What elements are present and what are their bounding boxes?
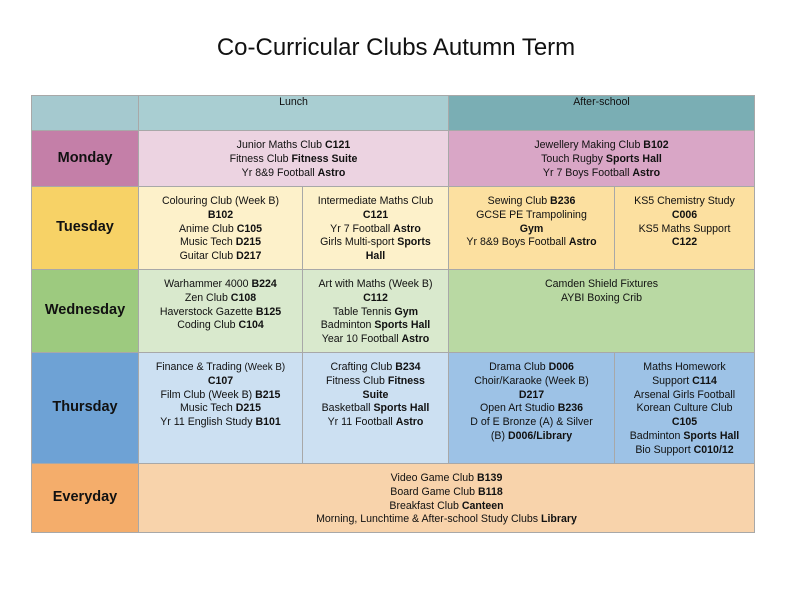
thursday-after-school-cell-2 xyxy=(615,353,755,464)
club-location: Suite xyxy=(362,388,389,401)
club-line xyxy=(615,416,754,430)
club-location: B224 xyxy=(251,278,277,290)
club-location: C122 xyxy=(671,236,698,249)
thursday-after-school-cell-1 xyxy=(449,353,615,464)
club-location: B234 xyxy=(395,361,421,373)
club-name: Support xyxy=(652,374,693,387)
page-title: Co-Curricular Clubs Autumn Term xyxy=(216,34,576,61)
club-location: B102 xyxy=(643,139,669,151)
club-location: B139 xyxy=(477,472,503,484)
club-name: Yr 11 Football xyxy=(327,416,396,429)
club-name: Haverstock Gazette xyxy=(159,305,256,318)
club-location: D006 xyxy=(548,361,574,373)
club-line xyxy=(303,306,448,320)
club-line xyxy=(615,209,754,223)
club-line xyxy=(139,209,302,223)
club-location: Canteen xyxy=(461,499,504,512)
club-line xyxy=(615,402,754,416)
tuesday-after-school-cell-1 xyxy=(449,187,615,270)
club-line xyxy=(615,361,754,375)
club-line xyxy=(449,139,754,153)
club-line xyxy=(139,292,302,306)
club-name: Film Club (Week B) xyxy=(160,388,256,401)
club-line xyxy=(303,250,448,264)
thursday-lunch-cell-1 xyxy=(139,353,303,464)
club-name: Guitar Club xyxy=(179,250,237,263)
header-blank-cell xyxy=(32,96,139,131)
club-location: Astro xyxy=(568,236,597,249)
club-line xyxy=(139,402,302,416)
thursday-lunch-cell-2 xyxy=(303,353,449,464)
club-line xyxy=(615,195,754,209)
club-name: AYBI Boxing Crib xyxy=(560,291,643,304)
club-line xyxy=(139,416,302,430)
club-location: Astro xyxy=(632,166,661,179)
header-lunch: Lunch xyxy=(139,96,449,131)
club-location: C112 xyxy=(363,291,388,304)
club-line xyxy=(449,209,614,223)
club-name: (B) xyxy=(490,429,508,442)
club-name: Bio Support xyxy=(635,443,694,456)
club-location: Sports Hall xyxy=(605,152,662,165)
club-location: D215 xyxy=(235,402,262,415)
club-location: Astro xyxy=(393,222,421,235)
club-location: C006 xyxy=(671,208,698,221)
club-name: Breakfast Club xyxy=(389,499,462,512)
club-name: Arsenal Girls Football xyxy=(633,388,736,401)
club-location: C010/12 xyxy=(693,443,734,456)
club-location: C104 xyxy=(238,319,264,332)
club-name: Fitness Club xyxy=(229,152,292,165)
club-location: B101 xyxy=(255,416,281,429)
club-name: Intermediate Maths Club xyxy=(317,195,434,207)
club-location: D217 xyxy=(236,250,262,263)
club-name: Morning, Lunchtime & After-school Study Clubs xyxy=(316,513,541,526)
club-name: Music Tech xyxy=(179,236,236,249)
club-line xyxy=(303,389,448,403)
club-location: C121 xyxy=(362,208,389,221)
club-line xyxy=(303,209,448,223)
club-name: Yr 8&9 Football xyxy=(241,166,318,179)
club-line xyxy=(449,361,614,375)
club-line xyxy=(139,375,302,389)
club-line xyxy=(303,236,448,250)
club-line xyxy=(139,223,302,237)
club-location: D217 xyxy=(518,388,545,401)
club-name: Basketball xyxy=(321,402,374,415)
club-location: Sports xyxy=(397,236,431,249)
club-location: B236 xyxy=(557,402,584,415)
club-location: C105 xyxy=(236,222,263,235)
monday-lunch-cell xyxy=(139,131,449,187)
club-name: Table Tennis xyxy=(332,305,395,318)
club-name: Touch Rugby xyxy=(541,152,606,165)
club-name: Zen Club xyxy=(184,291,231,304)
club-line xyxy=(615,430,754,444)
club-line xyxy=(449,416,614,430)
club-line xyxy=(139,306,302,320)
club-line xyxy=(303,375,448,389)
club-name: Warhammer 4000 xyxy=(164,278,252,290)
club-location: C107 xyxy=(207,374,234,387)
club-location: D006/Library xyxy=(507,429,573,442)
club-line xyxy=(615,223,754,237)
club-location: C121 xyxy=(325,139,351,151)
club-location: Astro xyxy=(401,333,430,346)
club-name: Coding Club xyxy=(177,319,239,332)
club-line xyxy=(303,223,448,237)
club-name: Finance & Trading xyxy=(155,361,242,373)
club-name: GCSE PE Trampolining xyxy=(476,208,587,221)
club-line xyxy=(449,153,754,167)
day-everyday: Everyday xyxy=(32,464,139,533)
club-line xyxy=(139,250,302,264)
club-name: Year 10 Football xyxy=(321,333,402,346)
club-location: Astro xyxy=(317,166,346,179)
club-line xyxy=(449,195,614,209)
club-name: Yr 11 English Study xyxy=(160,416,256,429)
club-location: B215 xyxy=(255,388,281,401)
club-name: Junior Maths Club xyxy=(236,139,325,151)
club-location: C114 xyxy=(692,374,717,387)
club-line xyxy=(303,361,448,375)
club-location: Gym xyxy=(519,222,544,235)
club-line xyxy=(303,333,448,347)
club-line xyxy=(139,500,754,514)
club-location: Astro xyxy=(395,416,424,429)
club-location: Hall xyxy=(365,250,386,263)
club-name: Drama Club xyxy=(489,361,549,373)
club-name: Music Tech xyxy=(179,402,236,415)
club-line xyxy=(139,236,302,250)
header-after-school: After-school xyxy=(449,96,755,131)
club-location: B118 xyxy=(478,485,503,498)
club-name: Video Game Club xyxy=(390,472,478,484)
club-line xyxy=(139,486,754,500)
club-name: KS5 Chemistry Study xyxy=(634,195,735,207)
day-tuesday: Tuesday xyxy=(32,187,139,270)
clubs-timetable xyxy=(31,95,755,533)
day-thursday: Thursday xyxy=(32,353,139,464)
tuesday-lunch-cell-1 xyxy=(139,187,303,270)
club-line xyxy=(139,153,448,167)
club-line xyxy=(449,167,754,181)
wednesday-after-school-cell xyxy=(449,270,755,353)
day-monday: Monday xyxy=(32,131,139,187)
club-name: Choir/Karaoke (Week B) xyxy=(474,374,589,387)
club-line xyxy=(449,375,614,389)
club-line xyxy=(139,139,448,153)
club-location: D215 xyxy=(235,236,262,249)
club-line xyxy=(139,389,302,403)
club-line xyxy=(303,319,448,333)
club-name: Girls Multi-sport xyxy=(320,236,398,249)
club-line xyxy=(139,513,754,527)
club-line xyxy=(139,278,302,292)
club-line xyxy=(449,430,614,444)
club-name: Camden Shield Fixtures xyxy=(544,278,659,290)
club-name: KS5 Maths Support xyxy=(638,222,731,235)
club-line xyxy=(303,278,448,292)
club-location: Library xyxy=(541,513,577,526)
club-name: Yr 7 Football xyxy=(330,222,394,235)
club-line xyxy=(139,167,448,181)
club-location: Gym xyxy=(394,305,419,318)
club-line xyxy=(139,472,754,486)
everyday-cell xyxy=(139,464,755,533)
club-line xyxy=(449,278,754,292)
club-line xyxy=(139,195,302,209)
club-line xyxy=(615,375,754,389)
club-line xyxy=(615,236,754,250)
club-name: Art with Maths (Week B) xyxy=(318,278,433,290)
club-line xyxy=(303,416,448,430)
tuesday-after-school-cell-2 xyxy=(615,187,755,270)
club-name: Jewellery Making Club xyxy=(534,139,644,151)
club-location: B125 xyxy=(255,305,282,318)
club-name: Anime Club xyxy=(178,222,237,235)
club-line xyxy=(449,223,614,237)
club-location: Fitness xyxy=(387,374,425,387)
club-line xyxy=(449,389,614,403)
club-location: Sports Hall xyxy=(373,402,430,415)
club-location: Fitness Suite xyxy=(291,152,358,165)
club-name: Maths Homework xyxy=(643,361,726,373)
club-name: Fitness Club xyxy=(326,374,388,387)
club-name: Sewing Club xyxy=(487,195,551,207)
club-line xyxy=(139,319,302,333)
club-line xyxy=(615,444,754,458)
club-name: Board Game Club xyxy=(390,485,478,498)
club-name: Badminton xyxy=(629,429,684,442)
club-location: B102 xyxy=(207,208,234,221)
club-name: Colouring Club (Week B) xyxy=(162,195,279,207)
monday-after-school-cell xyxy=(449,131,755,187)
club-name: Badminton xyxy=(320,319,375,332)
club-line xyxy=(449,236,614,250)
club-line xyxy=(449,292,754,306)
club-location: C108 xyxy=(230,291,257,304)
wednesday-lunch-cell-1 xyxy=(139,270,303,353)
club-line xyxy=(303,195,448,209)
club-name: Open Art Studio xyxy=(479,402,558,415)
club-name-note: (Week B) xyxy=(241,362,286,373)
club-location: Sports Hall xyxy=(374,319,431,332)
club-line xyxy=(303,292,448,306)
tuesday-lunch-cell-2 xyxy=(303,187,449,270)
club-name: D of E Bronze (A) & Silver xyxy=(470,416,593,429)
day-wednesday: Wednesday xyxy=(32,270,139,353)
club-name: Korean Culture Club xyxy=(636,402,733,415)
club-line xyxy=(303,402,448,416)
club-name: Yr 8&9 Boys Football xyxy=(466,236,569,249)
club-line xyxy=(449,402,614,416)
club-name: Yr 7 Boys Football xyxy=(542,166,633,179)
club-location: B236 xyxy=(550,195,576,207)
club-line xyxy=(615,389,754,403)
wednesday-lunch-cell-2 xyxy=(303,270,449,353)
club-line xyxy=(139,361,302,375)
club-location: Sports Hall xyxy=(683,429,740,442)
club-location: C105 xyxy=(671,416,698,429)
club-name: Crafting Club xyxy=(330,361,396,373)
